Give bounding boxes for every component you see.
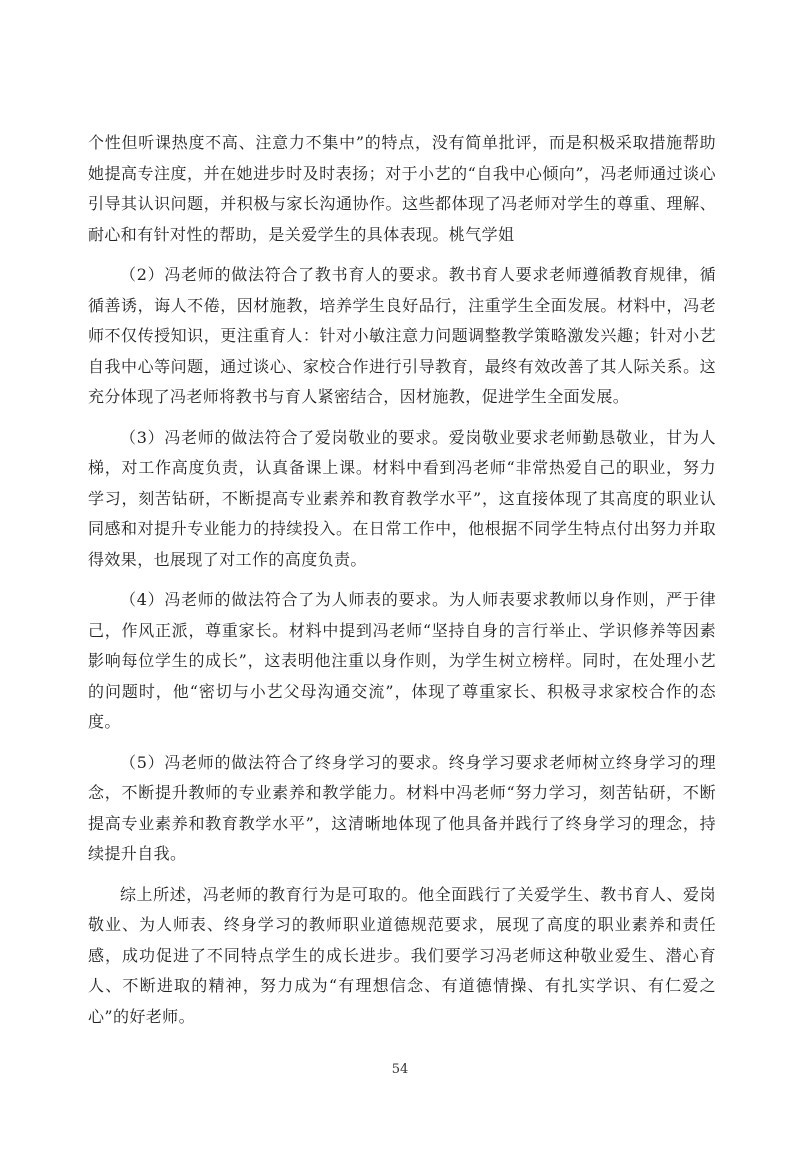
paragraph-point-3: （3）冯老师的做法符合了爱岗敬业的要求。爱岗敬业要求老师勤恳敬业，甘为人梯，对工作高度负责，认真备课上课。材料中看到冯老师“非常热爱自己的职业，努力学习，刻苦钻研，不断提高专业素养和教育教学水平”，这直接体现了其高度的职业认同感和对提升专业能力的持续投入。在日常工作中，他根据不同学生特点付出努力并取得效果，也展现了对工作的高度负责。 <box>88 427 716 569</box>
paragraph-conclusion: 综上所述，冯老师的教育行为是可取的。他全面践行了关爱学生、教书育人、爱岗敬业、为人师表、终身学习的教师职业道德规范要求，展现了高度的职业素养和责任感，成功促进了不同特点学生的成长进步。我们要学习冯老师这种敬业爱生、潜心育人、不断进取的精神，努力成为“有理想信念、有道德情操、有扎实学识、有仁爱之心”的好老师。 <box>88 884 716 1026</box>
paragraph-point-4: （4）冯老师的做法符合了为人师表的要求。为人师表要求教师以身作则，严于律己，作风正派，尊重家长。材料中提到冯老师“坚持自身的言行举止、学识修养等因素影响每位学生的成长”，这表明他注重以身作则，为学生树立榜样。同时，在处理小艺的问题时，他“密切与小艺父母沟通交流”，体现了尊重家长、积极寻求家校合作的态度。 <box>88 590 716 731</box>
page-body <box>88 128 716 1042</box>
page-number: 54 <box>391 1062 409 1077</box>
paragraph-point-5: （5）冯老师的做法符合了终身学习的要求。终身学习要求老师树立终身学习的理念，不断提升教师的专业素养和教学能力。材料中冯老师“努力学习，刻苦钻研，不断提高专业素养和教育教学水平”，这清晰地体现了他具备并践行了终身学习的理念，持续提升自我。 <box>88 752 716 863</box>
paragraph-continuation: 个性但听课热度不高、注意力不集中”的特点，没有简单批评，而是积极采取措施帮助她提高专注度，并在她进步时及时表扬；对于小艺的“自我中心倾向”，冯老师通过谈心引导其认识问题，并积极与家长沟通协作。这些都体现了冯老师对学生的尊重、理解、耐心和有针对性的帮助，是关爱学生的具体表现。桃气学姐 <box>88 133 716 244</box>
paragraph-point-2: （2）冯老师的做法符合了教书育人的要求。教书育人要求老师遵循教育规律，循循善诱，诲人不倦，因材施教，培养学生良好品行，注重学生全面发展。材料中，冯老师不仅传授知识，更注重育人：针对小敏注意力问题调整教学策略激发兴趣；针对小艺自我中心等问题，通过谈心、家校合作进行引导教育，最终有效改善了其人际关系。这充分体现了冯老师将教书与育人紧密结合，因材施教，促进学生全面发展。 <box>88 265 716 406</box>
